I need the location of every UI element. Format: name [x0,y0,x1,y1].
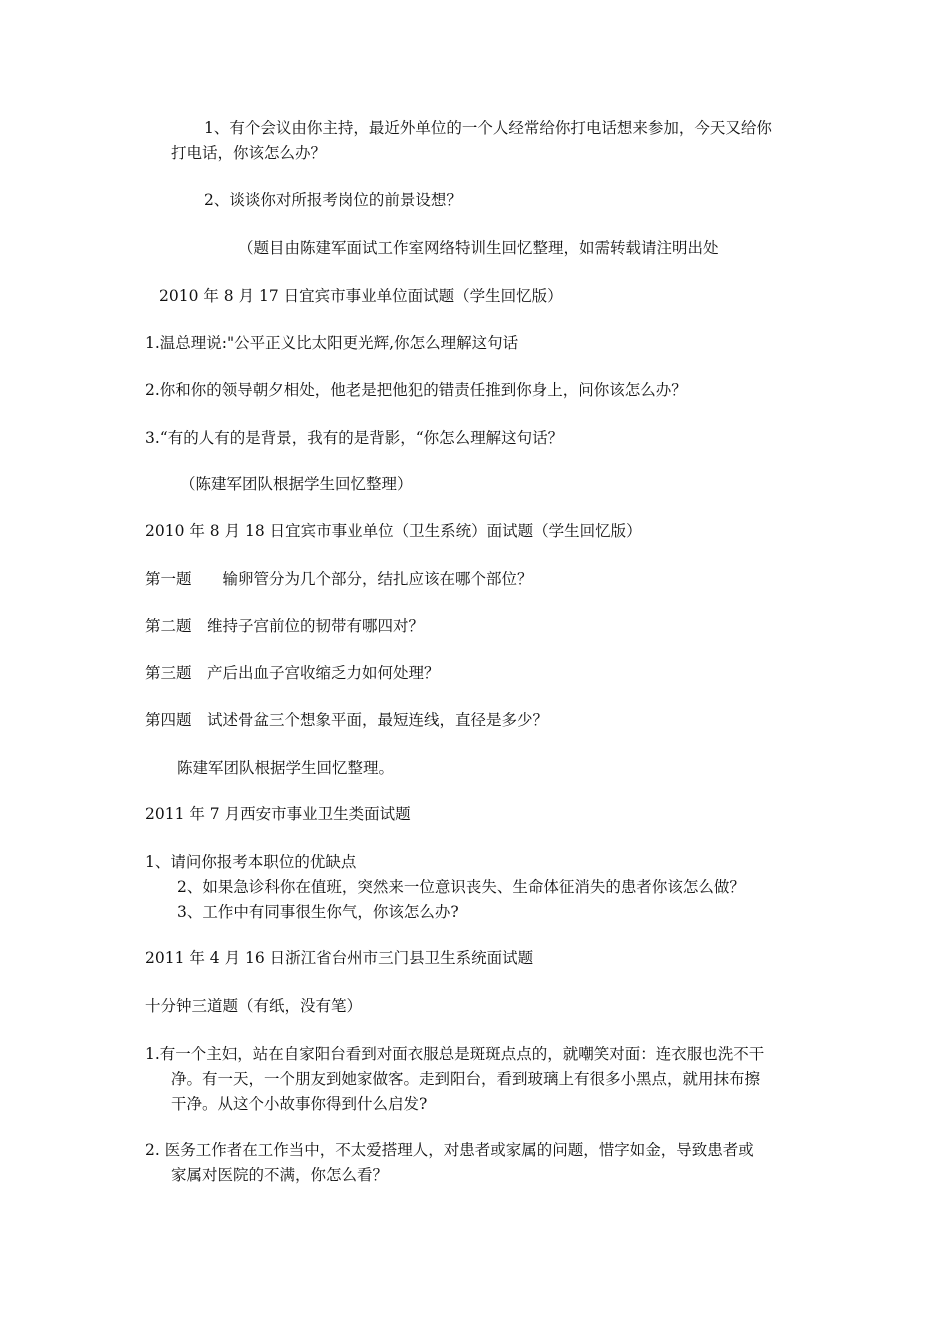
question-1-line-2: 打电话，你该怎么办？ [171,144,327,162]
section-2-question-1: 第一题 输卵管分为几个部分，结扎应该在哪个部位？ [145,570,533,588]
section-3-question-3: 3、工作中有同事很生你气，你该怎么办? [177,903,459,921]
section-4-title: 2011 年 4 月 16 日浙江省台州市三门县卫生系统面试题 [145,949,534,967]
section-1-question-1: 1.温总理说:"公平正义比太阳更光辉,你怎么理解这句话 [145,334,519,352]
question-1-line-1: 1、有个会议由你主持，最近外单位的一个人经常给你打电话想来参加，今天又给你 [204,119,772,137]
section-2-question-4: 第四题 试述骨盆三个想象平面，最短连线，直径是多少？ [145,711,549,729]
section-1-question-3: 3.“有的人有的是背景，我有的是背影，“你怎么理解这句话？ [145,429,564,447]
section-4-question-2-line-2: 家属对医院的不满，你怎么看？ [171,1166,389,1184]
section-4-subtitle: 十分钟三道题（有纸，没有笔） [145,997,363,1015]
section-2-title: 2010 年 8 月 18 日宜宾市事业单位（卫生系统）面试题（学生回忆版） [145,522,642,540]
section-2-question-3: 第三题 产后出血子宫收缩乏力如何处理？ [145,664,440,682]
section-4-question-1-line-3: 干净。从这个小故事你得到什么启发? [171,1095,428,1113]
section-4-question-2-line-1: 2. 医务工作者在工作当中，不太爱搭理人，对患者或家属的问题，惜字如金，导致患者或 [145,1141,754,1159]
section-3-title: 2011 年 7 月西安市事业卫生类面试题 [145,805,411,823]
source-note-1: （题目由陈建军面试工作室网络特训生回忆整理，如需转载请注明出处 [238,239,719,257]
source-note-3: 陈建军团队根据学生回忆整理。 [177,759,395,777]
section-1-title: 2010 年 8 月 17 日宜宾市事业单位面试题（学生回忆版） [159,287,563,305]
section-2-question-2: 第二题 维持子宫前位的韧带有哪四对？ [145,617,425,635]
question-2: 2、谈谈你对所报考岗位的前景设想？ [204,191,462,209]
section-3-question-2: 2、如果急诊科你在值班，突然来一位意识丧失、生命体征消失的患者你该怎么做？ [177,878,745,896]
section-4-question-1-line-2: 净。有一天，一个朋友到她家做客。走到阳台，看到玻璃上有很多小黑点，就用抹布擦 [171,1070,761,1088]
section-3-question-1: 1、请问你报考本职位的优缺点 [145,853,357,871]
section-4-question-1-line-1: 1.有一个主妇，站在自家阳台看到对面衣服总是斑斑点点的，就嘲笑对面：连衣服也洗不干 [145,1045,765,1063]
source-note-2: （陈建军团队根据学生回忆整理） [180,475,413,493]
section-1-question-2: 2.你和你的领导朝夕相处，他老是把他犯的错责任推到你身上，问你该怎么办？ [145,381,687,399]
